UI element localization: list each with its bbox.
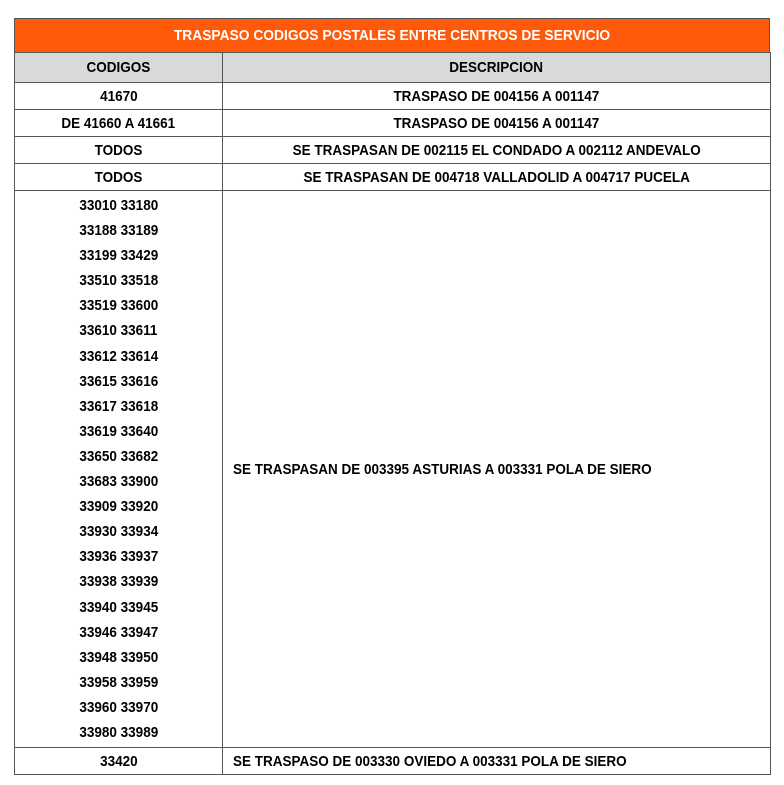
table-row-asturias <box>15 191 771 748</box>
codigo-cell: DE 41660 A 41661 <box>15 110 223 137</box>
codigo-line: 33199 33429 <box>79 247 158 265</box>
codigo-list-cell <box>15 191 223 748</box>
codigo-line: 33936 33937 <box>79 548 158 566</box>
descripcion-cell: TRASPASO DE 004156 A 001147 <box>223 110 771 137</box>
codigo-line: 33938 33939 <box>79 573 158 591</box>
title-bar <box>14 18 770 52</box>
codigo-line: 33510 33518 <box>79 272 158 290</box>
descripcion-cell: SE TRASPASAN DE 004718 VALLADOLID A 004717 PUCELA <box>223 164 771 191</box>
codigo-list <box>15 191 222 747</box>
table-row <box>15 83 771 110</box>
codigo-line: 33960 33970 <box>79 698 158 716</box>
codigo-line: 33610 33611 <box>79 322 158 340</box>
descripcion-cell: SE TRASPASAN DE 002115 EL CONDADO A 002112 ANDEVALO <box>223 137 771 164</box>
codigo-line: 33612 33614 <box>79 347 158 365</box>
codigo-line: 33188 33189 <box>79 222 158 240</box>
codigo-line: 33958 33959 <box>79 673 158 691</box>
descripcion-cell: SE TRASPASAN DE 003395 ASTURIAS A 003331 POLA DE SIERO <box>223 191 771 748</box>
codigo-line: 33010 33180 <box>79 197 158 214</box>
table-row <box>15 164 771 191</box>
codigo-line: 33519 33600 <box>79 297 158 315</box>
table-row <box>15 110 771 137</box>
header-descripcion: DESCRIPCION <box>223 53 771 83</box>
codigo-line: 33650 33682 <box>79 447 158 465</box>
header-codigos: CODIGOS <box>15 53 223 83</box>
sheet-title: TRASPASO CODIGOS POSTALES ENTRE CENTROS DE SERVICIO <box>45 19 739 52</box>
codigo-line: 33980 33989 <box>79 723 158 741</box>
codigo-cell: 41670 <box>15 83 223 110</box>
codigo-line: 33617 33618 <box>79 397 158 415</box>
codigo-line: 33619 33640 <box>79 422 158 440</box>
codigo-line: 33948 33950 <box>79 648 158 666</box>
codigo-line: 33615 33616 <box>79 372 158 390</box>
table-row <box>15 137 771 164</box>
descripcion-cell: TRASPASO DE 004156 A 001147 <box>223 83 771 110</box>
transfer-table <box>14 52 771 775</box>
codigo-cell: TODOS <box>15 137 223 164</box>
codigo-line: 33683 33900 <box>79 473 158 491</box>
codigo-line: 33946 33947 <box>79 623 158 641</box>
codigo-cell: TODOS <box>15 164 223 191</box>
codigo-line: 33930 33934 <box>79 523 158 541</box>
codigo-line: 33909 33920 <box>79 498 158 516</box>
descripcion-cell: SE TRASPASO DE 003330 OVIEDO A 003331 POLA DE SIERO <box>223 748 771 775</box>
header-row <box>15 53 771 83</box>
codigo-line: 33940 33945 <box>79 598 158 616</box>
postal-code-transfer-sheet <box>14 18 770 775</box>
codigo-cell: 33420 <box>15 748 223 775</box>
table-row <box>15 748 771 775</box>
